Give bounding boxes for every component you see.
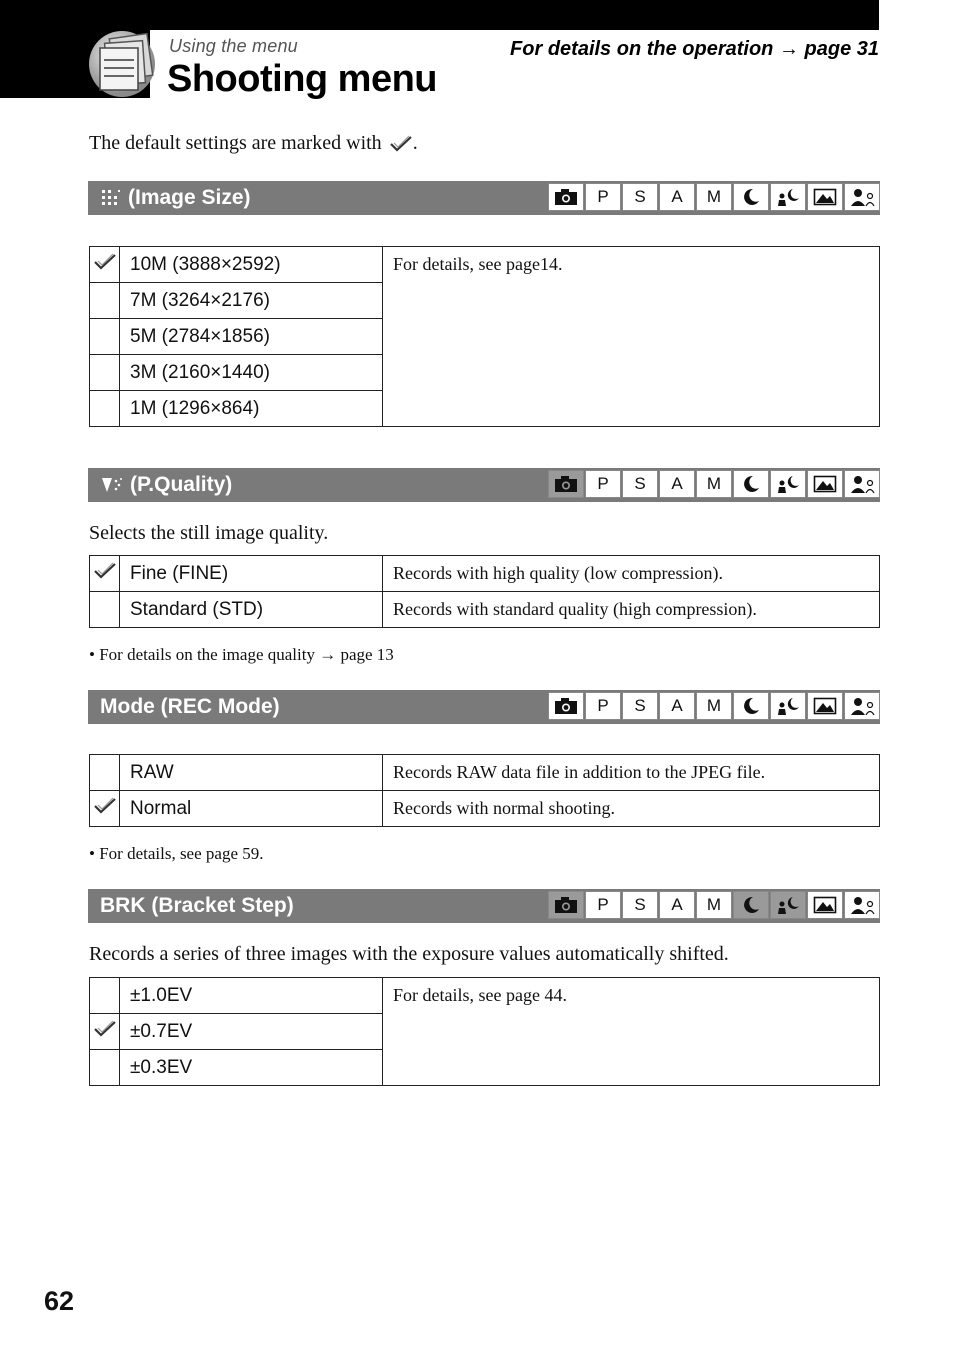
checkmark-icon xyxy=(389,135,413,153)
raw-description: Records RAW data file in addition to the JPEG file. xyxy=(383,755,880,791)
image-size-table xyxy=(89,246,880,427)
soft-snap-icon xyxy=(844,183,880,211)
mode-m: M xyxy=(696,183,732,211)
image-size-bar xyxy=(88,181,880,215)
p-quality-bar xyxy=(88,468,880,502)
camera-mode-icon xyxy=(548,183,584,211)
header-bar xyxy=(0,0,879,30)
option-fine: Fine (FINE) xyxy=(120,556,383,592)
mode-m: M xyxy=(696,692,732,720)
quality-icon xyxy=(100,475,124,495)
landscape-icon xyxy=(807,183,843,211)
twilight-portrait-icon xyxy=(770,470,806,498)
option-0-7ev: ±0.7EV xyxy=(120,1014,383,1050)
mode-a: A xyxy=(659,183,695,211)
camera-mode-icon xyxy=(548,692,584,720)
mode-p: P xyxy=(585,692,621,720)
option-raw: RAW xyxy=(120,755,383,791)
mode-a: A xyxy=(659,891,695,919)
menu-tab-icon xyxy=(88,30,158,98)
mode-icons xyxy=(547,692,880,722)
twilight-icon xyxy=(733,183,769,211)
table-row xyxy=(90,556,880,592)
mode-icons xyxy=(547,470,880,500)
table-row xyxy=(90,592,880,628)
landscape-icon xyxy=(807,891,843,919)
bracket-step-table xyxy=(89,977,880,1086)
mode-m: M xyxy=(696,891,732,919)
twilight-icon xyxy=(733,470,769,498)
image-size-title: (Image Size) xyxy=(128,186,251,209)
option-5m: 5M (2784×1856) xyxy=(120,319,383,355)
mode-s: S xyxy=(622,891,658,919)
mode-s: S xyxy=(622,183,658,211)
option-10m: 10M (3888×2592) xyxy=(120,247,383,283)
default-checkmark-icon xyxy=(93,562,117,580)
option-1-0ev: ±1.0EV xyxy=(120,978,383,1014)
p-quality-table xyxy=(89,555,880,628)
mode-icons xyxy=(547,891,880,921)
intro-text: The default settings are marked with . xyxy=(89,132,418,154)
mode-icons xyxy=(547,183,880,213)
bracket-step-text: Records a series of three images with the exposure values automatically shifted. xyxy=(89,943,729,965)
table-row xyxy=(90,247,880,283)
option-standard: Standard (STD) xyxy=(120,592,383,628)
option-1m: 1M (1296×864) xyxy=(120,391,383,427)
mode-m: M xyxy=(696,470,732,498)
normal-description: Records with normal shooting. xyxy=(383,791,880,827)
table-row xyxy=(90,791,880,827)
default-checkmark-icon xyxy=(93,797,117,815)
operation-reference: For details on the operation → page 31 xyxy=(510,38,879,60)
default-checkmark-icon xyxy=(93,1020,117,1038)
table-row xyxy=(90,755,880,791)
p-quality-title: (P.Quality) xyxy=(130,473,233,496)
table-row xyxy=(90,978,880,1014)
mode-p: P xyxy=(585,891,621,919)
rec-mode-bar xyxy=(88,690,880,724)
mode-p: P xyxy=(585,183,621,211)
camera-mode-icon xyxy=(548,470,584,498)
image-size-icon xyxy=(100,188,122,208)
p-quality-text: Selects the still image quality. xyxy=(89,522,329,544)
page-number: 62 xyxy=(44,1286,75,1316)
bracket-step-bar xyxy=(88,889,880,923)
bracket-step-title: BRK (Bracket Step) xyxy=(100,894,294,917)
mode-s: S xyxy=(622,692,658,720)
option-normal: Normal xyxy=(120,791,383,827)
section-label: Using the menu xyxy=(169,36,298,56)
mode-a: A xyxy=(659,692,695,720)
rec-mode-note: • For details, see page 59. xyxy=(89,844,264,863)
default-checkmark-icon xyxy=(93,253,117,271)
landscape-icon xyxy=(807,692,843,720)
image-size-description: For details, see page14. xyxy=(383,247,880,427)
twilight-portrait-icon xyxy=(770,692,806,720)
bracket-step-description: For details, see page 44. xyxy=(383,978,880,1086)
option-0-3ev: ±0.3EV xyxy=(120,1050,383,1086)
soft-snap-icon xyxy=(844,891,880,919)
soft-snap-icon xyxy=(844,470,880,498)
twilight-portrait-icon xyxy=(770,891,806,919)
landscape-icon xyxy=(807,470,843,498)
mode-s: S xyxy=(622,470,658,498)
twilight-icon xyxy=(733,692,769,720)
option-7m: 7M (3264×2176) xyxy=(120,283,383,319)
mode-a: A xyxy=(659,470,695,498)
twilight-portrait-icon xyxy=(770,183,806,211)
standard-description: Records with standard quality (high compression). xyxy=(383,592,880,628)
camera-mode-icon xyxy=(548,891,584,919)
rec-mode-title: Mode (REC Mode) xyxy=(100,695,280,718)
soft-snap-icon xyxy=(844,692,880,720)
page-title: Shooting menu xyxy=(167,58,438,100)
option-3m: 3M (2160×1440) xyxy=(120,355,383,391)
p-quality-note: • For details on the image quality → page 13 xyxy=(89,645,394,664)
rec-mode-table xyxy=(89,754,880,827)
mode-p: P xyxy=(585,470,621,498)
twilight-icon xyxy=(733,891,769,919)
fine-description: Records with high quality (low compression). xyxy=(383,556,880,592)
